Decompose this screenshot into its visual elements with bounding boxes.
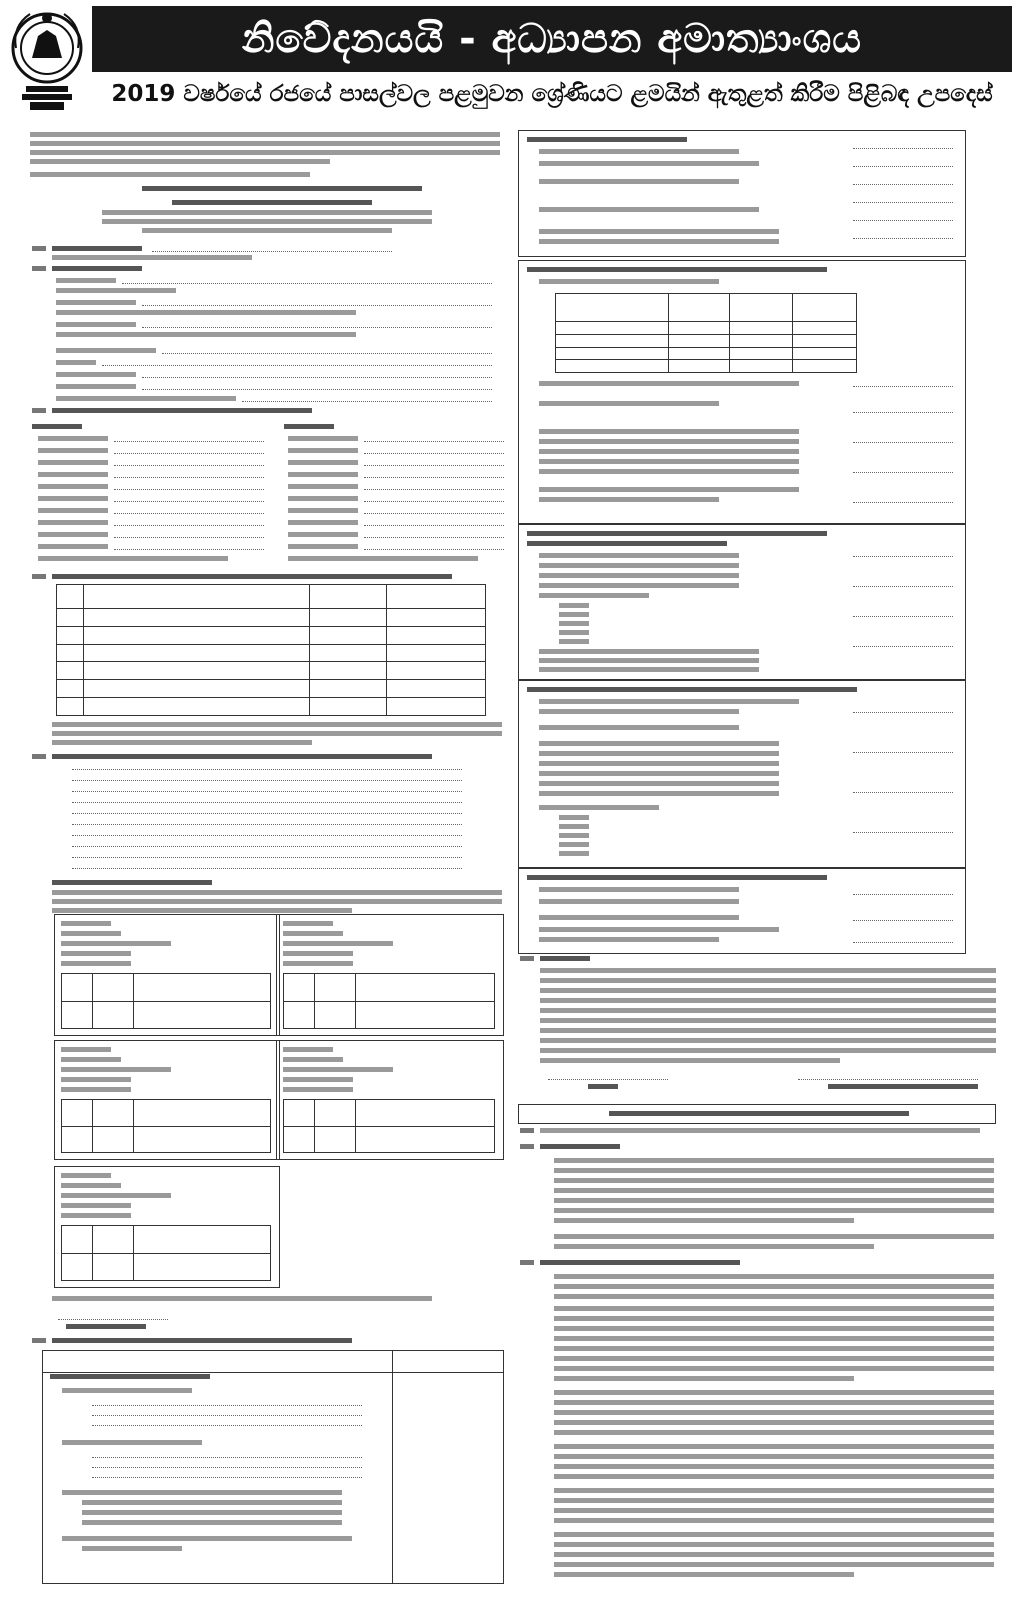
electoral-register-box-5 <box>54 1166 280 1288</box>
brothers-sisters-box <box>518 260 966 524</box>
education-staff-box <box>518 524 966 680</box>
electoral-register-box-4 <box>276 1040 504 1160</box>
notice-header <box>8 6 1015 118</box>
past-pupil-box <box>518 130 966 257</box>
notice-subtitle: 2019 වර්ෂයේ රජයේ පාසල්වල පළමුවන ශ්‍රේණියට ළමයින් ඇතුළත් කිරීම පිළිබඳ උපදෙස් <box>111 81 993 107</box>
electoral-register-box-1 <box>54 914 280 1036</box>
left-column <box>22 128 510 1590</box>
foreign-return-box <box>518 868 966 954</box>
notice-title: නිවේදනයයි - අධ්‍යාපන අමාත්‍යාංශය <box>92 6 1012 72</box>
preferred-schools-table <box>56 584 486 716</box>
right-column <box>518 128 1006 1590</box>
electoral-register-box-3 <box>54 1040 280 1160</box>
sri-lanka-emblem-icon <box>10 6 84 114</box>
transfer-box <box>518 680 966 868</box>
siblings-table <box>555 293 857 373</box>
instructions-heading-box <box>518 1104 996 1124</box>
electoral-register-box-2 <box>276 914 504 1036</box>
